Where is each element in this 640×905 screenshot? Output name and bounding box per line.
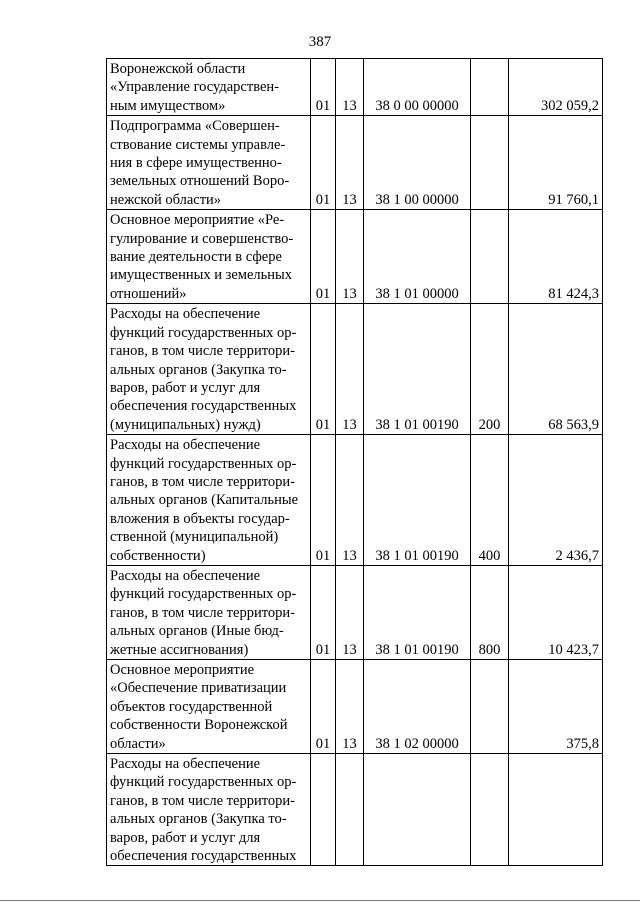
row-expense-type — [471, 660, 509, 754]
row-name: Подпрограмма «Совершен- ствование системы управле- ния в сфере имущественно- земельных отношений Воро- нежской области» — [107, 116, 311, 210]
row-subsection: 13 — [336, 435, 364, 566]
row-section: 01 — [311, 116, 336, 210]
row-name: Основное мероприятие «Обеспечение приватизации объектов государственной собственности Воронежской области» — [107, 660, 311, 754]
row-name: Расходы на обеспечение функций государственных ор- ганов, в том числе территори- альных органов (Иные бюд- жетные ассигнования) — [107, 565, 311, 659]
row-section — [311, 754, 336, 866]
row-section: 01 — [311, 304, 336, 435]
table-row — [107, 754, 603, 866]
row-subsection — [336, 754, 364, 866]
row-expense-type — [471, 210, 509, 304]
table-row — [107, 116, 603, 210]
row-expense-type: 800 — [471, 565, 509, 659]
row-section: 01 — [311, 59, 336, 116]
row-subsection: 13 — [336, 304, 364, 435]
table-row — [107, 435, 603, 566]
row-target-article: 38 1 01 00000 — [364, 210, 471, 304]
row-amount: 2 436,7 — [509, 435, 603, 566]
row-target-article: 38 1 02 00000 — [364, 660, 471, 754]
row-amount: 81 424,3 — [509, 210, 603, 304]
row-target-article — [364, 754, 471, 866]
row-target-article: 38 1 01 00190 — [364, 304, 471, 435]
row-subsection: 13 — [336, 116, 364, 210]
row-name: Воронежской области «Управление государствен- ным имуществом» — [107, 59, 311, 116]
row-subsection: 13 — [336, 59, 364, 116]
row-section: 01 — [311, 660, 336, 754]
row-amount: 91 760,1 — [509, 116, 603, 210]
row-amount: 375,8 — [509, 660, 603, 754]
table-row — [107, 304, 603, 435]
row-expense-type: 400 — [471, 435, 509, 566]
row-expense-type: 200 — [471, 304, 509, 435]
row-target-article: 38 1 01 00190 — [364, 565, 471, 659]
page-number: 387 — [308, 34, 332, 50]
row-target-article: 38 0 00 00000 — [364, 59, 471, 116]
row-name: Расходы на обеспечение функций государственных ор- ганов, в том числе территори- альных органов (Закупка то- варов, работ и услуг для обеспечения государственных (муниципальных) нужд) — [107, 304, 311, 435]
row-amount: 302 059,2 — [509, 59, 603, 116]
row-subsection: 13 — [336, 660, 364, 754]
row-expense-type — [471, 59, 509, 116]
row-name: Расходы на обеспечение функций государственных ор- ганов, в том числе территори- альных органов (Капитальные вложения в объекты государ- ственной (муниципальной) собственности) — [107, 435, 311, 566]
table-row — [107, 565, 603, 659]
row-section: 01 — [311, 435, 336, 566]
row-expense-type — [471, 754, 509, 866]
table-row — [107, 210, 603, 304]
row-amount: 10 423,7 — [509, 565, 603, 659]
row-subsection: 13 — [336, 210, 364, 304]
row-name: Расходы на обеспечение функций государственных ор- ганов, в том числе территори- альных органов (Закупка то- варов, работ и услуг для обеспечения государственных — [107, 754, 311, 866]
row-target-article: 38 1 01 00190 — [364, 435, 471, 566]
scan-edge-line — [0, 900, 640, 901]
table-row — [107, 59, 603, 116]
table-row — [107, 660, 603, 754]
row-amount — [509, 754, 603, 866]
row-section: 01 — [311, 565, 336, 659]
row-expense-type — [471, 116, 509, 210]
budget-table — [106, 58, 603, 866]
row-subsection: 13 — [336, 565, 364, 659]
row-target-article: 38 1 00 00000 — [364, 116, 471, 210]
row-amount: 68 563,9 — [509, 304, 603, 435]
row-section: 01 — [311, 210, 336, 304]
row-name: Основное мероприятие «Ре- гулирование и совершенство- вание деятельности в сфере имущественных и земельных отношений» — [107, 210, 311, 304]
